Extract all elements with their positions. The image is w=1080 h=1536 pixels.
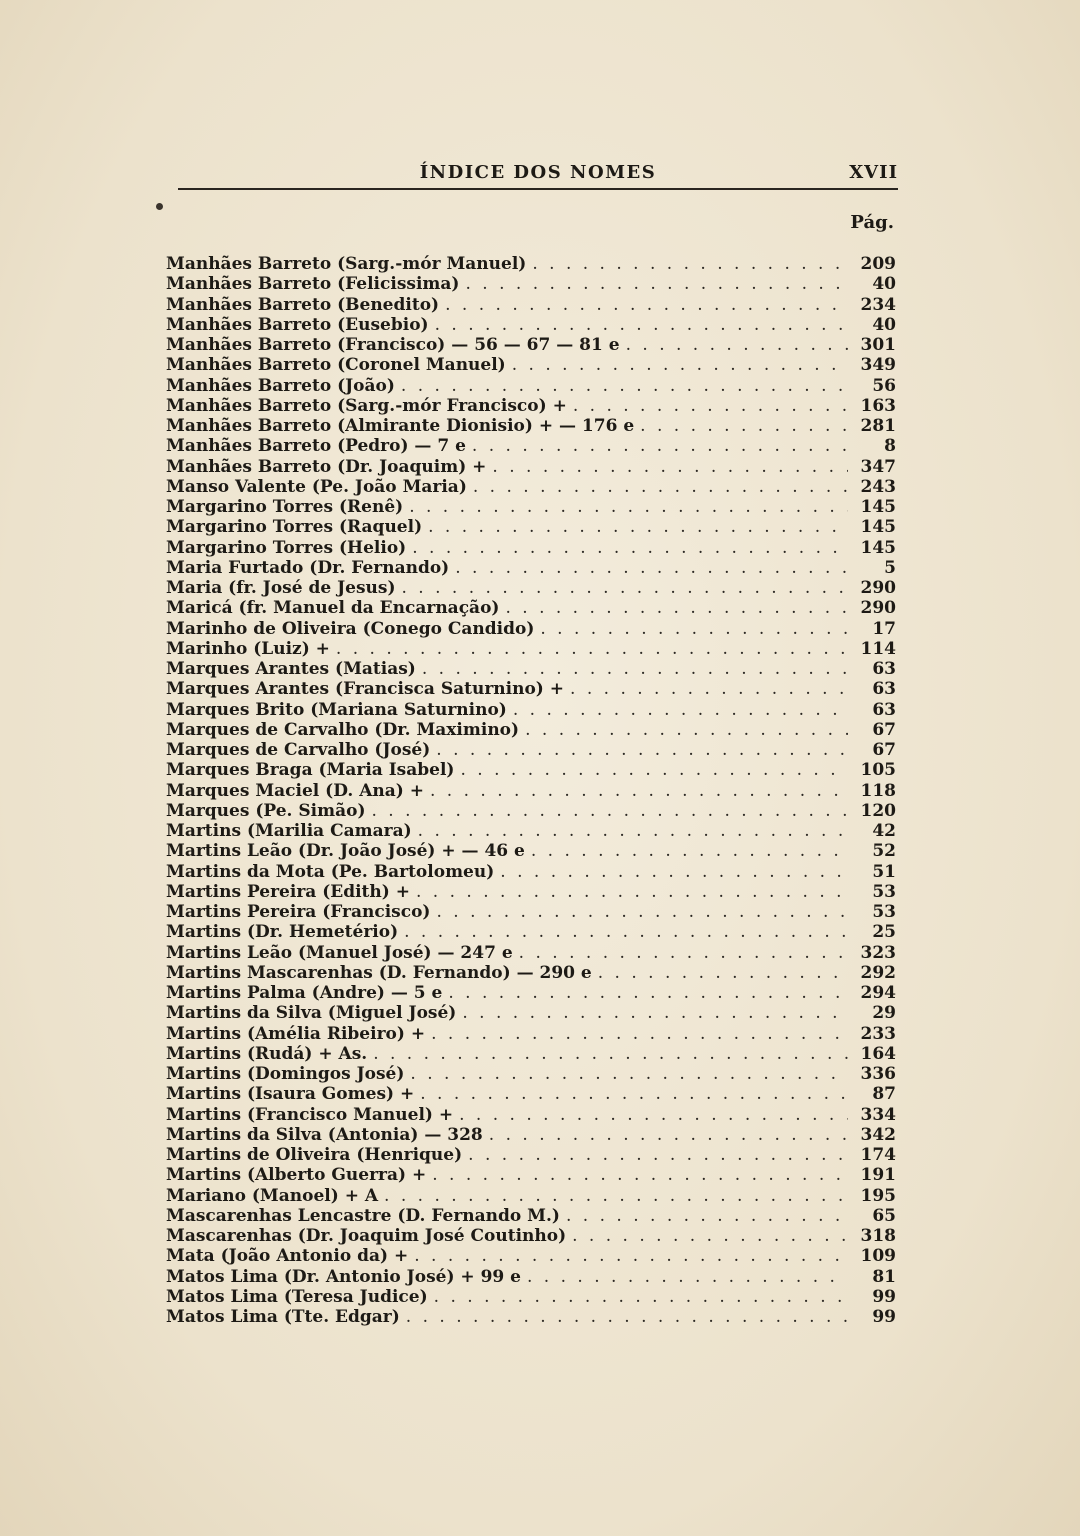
index-entry xyxy=(166,274,896,294)
entry-page: 164 xyxy=(860,1043,896,1064)
index-entry xyxy=(166,841,896,861)
entry-name: Matos Lima (Dr. Antonio José) + 99 e xyxy=(166,1266,521,1287)
entry-page: 195 xyxy=(860,1185,896,1206)
dot-leader xyxy=(436,740,848,760)
dot-leader xyxy=(434,1287,848,1307)
entry-name: Manso Valente (Pe. João Maria) xyxy=(166,476,467,497)
index-entry xyxy=(166,902,896,922)
index-entry xyxy=(166,1287,896,1307)
entry-name: Marques (Pe. Simão) xyxy=(166,800,366,821)
index-entry xyxy=(166,254,896,274)
dot-leader xyxy=(428,517,848,537)
index-entry xyxy=(166,477,896,497)
entry-page: 281 xyxy=(860,416,896,436)
entry-name: Manhães Barreto (Coronel Manuel) xyxy=(166,355,506,376)
entry-page: 290 xyxy=(860,598,896,619)
dot-leader xyxy=(422,659,848,679)
dot-leader xyxy=(505,598,848,618)
index-entry xyxy=(166,922,896,942)
entry-name: Marques Maciel (D. Ana) + xyxy=(166,780,424,801)
dot-leader xyxy=(460,760,848,780)
entry-name: Marques Arantes (Francisca Saturnino) + xyxy=(166,679,565,700)
entry-name: Manhães Barreto (João) xyxy=(166,375,395,396)
dot-leader xyxy=(572,1226,848,1246)
index-entry xyxy=(166,983,896,1003)
index-entry xyxy=(166,335,896,355)
dot-leader xyxy=(404,922,848,942)
index-entry xyxy=(166,1165,896,1185)
entry-page: 40 xyxy=(872,314,896,335)
dot-leader xyxy=(414,1246,848,1266)
dot-leader xyxy=(336,639,848,659)
entry-page: 233 xyxy=(860,1023,896,1044)
entry-name: Martins de Oliveira (Henrique) xyxy=(166,1145,463,1165)
entry-name: Margarino Torres (Renê) xyxy=(166,497,404,517)
header-title: ÍNDICE DOS NOMES xyxy=(419,162,657,183)
entry-name: Mata (João Antonio da) + xyxy=(166,1246,409,1267)
dot-leader xyxy=(455,558,848,578)
index-entry xyxy=(166,1125,896,1145)
entry-page: 145 xyxy=(860,537,896,558)
entry-page: 53 xyxy=(872,881,896,902)
entry-page: 292 xyxy=(860,962,896,983)
entry-page: 63 xyxy=(872,659,896,679)
entry-name: Maricá (fr. Manuel da Encarnação) xyxy=(166,598,500,619)
dot-leader xyxy=(525,720,848,740)
dot-leader xyxy=(573,396,848,416)
index-entry xyxy=(166,436,896,456)
dot-leader xyxy=(513,700,848,720)
index-entry xyxy=(166,700,896,720)
name-index-list xyxy=(166,254,896,1327)
dot-leader xyxy=(500,862,848,882)
index-entry xyxy=(166,740,896,760)
index-entry xyxy=(166,639,896,659)
dot-leader xyxy=(373,1044,848,1064)
entry-page: 67 xyxy=(872,740,896,760)
dot-leader xyxy=(492,457,848,477)
entry-name: Martins (Amélia Ribeiro) + xyxy=(166,1023,426,1044)
index-entry xyxy=(166,1206,896,1226)
entry-page: 42 xyxy=(872,821,896,841)
entry-page: 81 xyxy=(872,1266,896,1287)
index-entry xyxy=(166,1044,896,1064)
entry-page: 336 xyxy=(860,1064,896,1084)
index-entry xyxy=(166,1024,896,1044)
entry-name: Manhães Barreto (Francisco) — 56 — 67 — 81 e xyxy=(166,335,620,355)
entry-name: Manhães Barreto (Pedro) — 7 e xyxy=(166,436,466,457)
entry-page: 65 xyxy=(872,1205,896,1226)
dot-leader xyxy=(566,1206,848,1226)
entry-name: Martins (Dr. Hemetério) xyxy=(166,922,399,943)
index-entry xyxy=(166,821,896,841)
entry-name: Mascarenhas Lencastre (D. Fernando M.) xyxy=(166,1205,560,1226)
index-entry xyxy=(166,295,896,315)
entry-name: Martins (Isaura Gomes) + xyxy=(166,1084,415,1105)
dot-leader xyxy=(465,274,848,294)
entry-page: 191 xyxy=(860,1165,896,1186)
dot-leader xyxy=(410,1064,848,1084)
entry-page: 53 xyxy=(872,902,896,922)
entry-page: 294 xyxy=(860,983,896,1003)
entry-page: 174 xyxy=(860,1145,896,1165)
entry-page: 120 xyxy=(860,800,896,821)
dot-leader xyxy=(468,1145,848,1165)
dot-leader xyxy=(416,882,848,902)
index-entry xyxy=(166,517,896,537)
entry-page: 63 xyxy=(872,679,896,700)
entry-name: Martins Leão (Manuel José) — 247 e xyxy=(166,942,513,963)
dot-leader xyxy=(412,538,848,558)
dot-leader xyxy=(527,1267,848,1287)
index-entry xyxy=(166,416,896,436)
index-entry xyxy=(166,1226,896,1246)
entry-name: Manhães Barreto (Sarg.-mór Francisco) + xyxy=(166,395,567,416)
entry-page: 52 xyxy=(872,841,896,862)
entry-page: 349 xyxy=(860,355,896,376)
dot-leader xyxy=(462,1003,848,1023)
entry-name: Manhães Barreto (Felicissima) xyxy=(166,274,460,295)
entry-name: Martins (Domingos José) xyxy=(166,1064,405,1084)
header-page-number: XVII xyxy=(849,162,898,183)
index-entry xyxy=(166,1105,896,1125)
entry-name: Matos Lima (Teresa Judice) xyxy=(166,1286,428,1307)
entry-page: 99 xyxy=(872,1307,896,1327)
entry-name: Martins (Alberto Guerra) + xyxy=(166,1165,427,1186)
index-entry xyxy=(166,679,896,699)
running-header xyxy=(178,160,898,190)
index-entry xyxy=(166,1003,896,1023)
dot-leader xyxy=(640,416,848,436)
entry-name: Marinho (Luiz) + xyxy=(166,638,330,659)
dot-leader xyxy=(448,983,848,1003)
entry-name: Marques Braga (Maria Isabel) xyxy=(166,760,455,781)
index-entry xyxy=(166,1307,896,1327)
entry-page: 105 xyxy=(860,760,896,781)
entry-page: 17 xyxy=(872,618,896,639)
entry-name: Martins da Silva (Miguel José) xyxy=(166,1003,457,1024)
index-entry xyxy=(166,578,896,598)
entry-name: Marques de Carvalho (Dr. Maximino) xyxy=(166,719,520,740)
dot-leader xyxy=(435,315,848,335)
index-entry xyxy=(166,355,896,375)
index-entry xyxy=(166,1084,896,1104)
index-entry xyxy=(166,659,896,679)
entry-name: Martins (Francisco Manuel) + xyxy=(166,1104,454,1125)
entry-name: Manhães Barreto (Eusebio) xyxy=(166,314,429,335)
entry-name: Martins Mascarenhas (D. Fernando) — 290 e xyxy=(166,962,592,983)
entry-page: 290 xyxy=(860,578,896,598)
entry-name: Maria (fr. José de Jesus) xyxy=(166,578,396,598)
entry-page: 114 xyxy=(860,638,896,659)
entry-page: 5 xyxy=(884,557,896,578)
entry-name: Martins Leão (Dr. João José) + — 46 e xyxy=(166,841,525,862)
index-entry xyxy=(166,619,896,639)
entry-page: 40 xyxy=(872,274,896,295)
dot-leader xyxy=(489,1125,848,1145)
entry-name: Marques Brito (Mariana Saturnino) xyxy=(166,699,507,720)
index-entry xyxy=(166,1145,896,1165)
entry-page: 301 xyxy=(860,335,896,355)
index-entry xyxy=(166,598,896,618)
index-entry xyxy=(166,963,896,983)
entry-name: Martins (Rudá) + As. xyxy=(166,1043,368,1064)
entry-name: Martins da Mota (Pe. Bartolomeu) xyxy=(166,861,495,882)
dot-leader xyxy=(409,497,848,517)
dot-leader xyxy=(401,578,848,598)
dot-leader xyxy=(512,355,848,375)
entry-name: Martins (Marilia Camara) xyxy=(166,821,412,841)
dot-leader xyxy=(473,477,848,497)
entry-page: 56 xyxy=(872,375,896,396)
entry-page: 29 xyxy=(872,1003,896,1024)
ink-dot xyxy=(156,203,163,210)
dot-leader xyxy=(418,821,848,841)
entry-name: Mascarenhas (Dr. Joaquim José Coutinho) xyxy=(166,1226,567,1246)
entry-name: Mariano (Manoel) + A xyxy=(166,1185,379,1206)
index-entry xyxy=(166,801,896,821)
entry-name: Manhães Barreto (Sarg.-mór Manuel) xyxy=(166,254,527,274)
dot-leader xyxy=(531,841,848,861)
entry-page: 234 xyxy=(860,294,896,315)
index-entry xyxy=(166,862,896,882)
entry-name: Martins Palma (Andre) — 5 e xyxy=(166,983,443,1003)
entry-name: Martins Pereira (Edith) + xyxy=(166,881,410,902)
entry-page: 145 xyxy=(860,497,896,517)
entry-page: 334 xyxy=(860,1104,896,1125)
index-entry xyxy=(166,497,896,517)
index-entry xyxy=(166,376,896,396)
page-column-label: Pág. xyxy=(850,212,894,233)
entry-page: 87 xyxy=(872,1084,896,1105)
entry-name: Martins da Silva (Antonia) — 328 xyxy=(166,1124,483,1145)
entry-page: 342 xyxy=(860,1124,896,1145)
index-entry xyxy=(166,943,896,963)
index-entry xyxy=(166,315,896,335)
entry-page: 323 xyxy=(860,942,896,963)
entry-name: Margarino Torres (Raquel) xyxy=(166,517,423,538)
entry-name: Manhães Barreto (Benedito) xyxy=(166,294,440,315)
dot-leader xyxy=(406,1307,848,1327)
index-entry xyxy=(166,720,896,740)
entry-page: 145 xyxy=(860,517,896,538)
entry-name: Manhães Barreto (Almirante Dionisio) + — 176 e xyxy=(166,416,635,436)
dot-leader xyxy=(459,1105,848,1125)
dot-leader xyxy=(384,1186,848,1206)
dot-leader xyxy=(432,1165,848,1185)
index-entry xyxy=(166,1267,896,1287)
dot-leader xyxy=(626,335,848,355)
entry-name: Marinho de Oliveira (Conego Candido) xyxy=(166,618,535,639)
index-entry xyxy=(166,558,896,578)
entry-page: 118 xyxy=(860,780,896,801)
dot-leader xyxy=(472,436,848,456)
entry-name: Marques Arantes (Matias) xyxy=(166,659,416,679)
entry-page: 347 xyxy=(860,456,896,477)
index-entry xyxy=(166,781,896,801)
entry-page: 99 xyxy=(872,1286,896,1307)
entry-name: Maria Furtado (Dr. Fernando) xyxy=(166,557,450,578)
entry-page: 25 xyxy=(872,922,896,943)
dot-leader xyxy=(598,963,848,983)
index-entry xyxy=(166,457,896,477)
entry-name: Martins Pereira (Francisco) xyxy=(166,902,431,922)
dot-leader xyxy=(532,254,848,274)
entry-page: 67 xyxy=(872,719,896,740)
entry-name: Matos Lima (Tte. Edgar) xyxy=(166,1307,400,1327)
index-entry xyxy=(166,882,896,902)
dot-leader xyxy=(570,679,848,699)
dot-leader xyxy=(431,1024,848,1044)
index-entry xyxy=(166,1186,896,1206)
entry-page: 51 xyxy=(872,861,896,882)
entry-name: Margarino Torres (Helio) xyxy=(166,537,407,558)
entry-page: 63 xyxy=(872,699,896,720)
dot-leader xyxy=(436,902,848,922)
index-entry xyxy=(166,396,896,416)
entry-name: Marques de Carvalho (José) xyxy=(166,740,431,760)
dot-leader xyxy=(371,801,848,821)
entry-page: 8 xyxy=(884,436,896,457)
index-entry xyxy=(166,538,896,558)
dot-leader xyxy=(445,295,848,315)
dot-leader xyxy=(401,376,848,396)
index-entry xyxy=(166,1064,896,1084)
dot-leader xyxy=(430,781,848,801)
entry-page: 243 xyxy=(860,476,896,497)
index-entry xyxy=(166,1246,896,1266)
entry-name: Manhães Barreto (Dr. Joaquim) + xyxy=(166,456,487,477)
dot-leader xyxy=(420,1084,848,1104)
dot-leader xyxy=(519,943,848,963)
entry-page: 109 xyxy=(860,1246,896,1267)
entry-page: 209 xyxy=(860,254,896,274)
entry-page: 318 xyxy=(860,1226,896,1246)
index-entry xyxy=(166,760,896,780)
entry-page: 163 xyxy=(860,395,896,416)
dot-leader xyxy=(540,619,848,639)
